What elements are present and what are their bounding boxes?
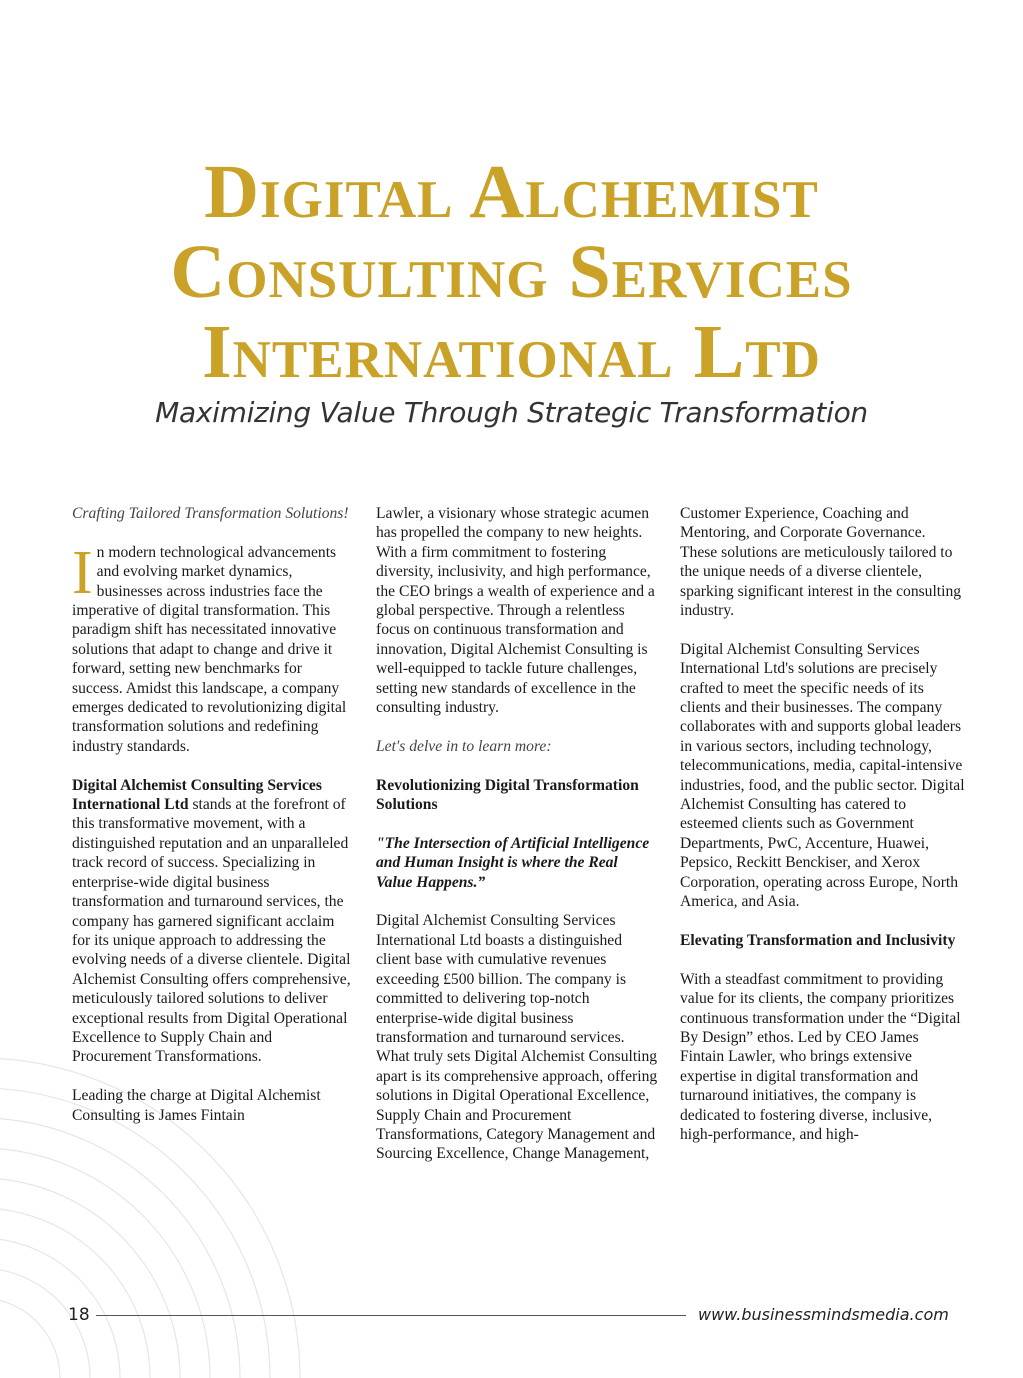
article-title: [0, 152, 1023, 392]
company-paragraph: [72, 776, 352, 1067]
kicker: Crafting Tailored Transformation Solutions!: [72, 505, 349, 522]
title-line-1: Digital Alchemist: [204, 150, 819, 234]
page-number: 18: [68, 1305, 90, 1325]
title-line-3: International Ltd: [202, 310, 821, 394]
intro-paragraph: [72, 538, 352, 756]
title-line-2: Consulting Services: [170, 230, 853, 314]
column-3: [680, 504, 965, 1164]
sectors-paragraph: Digital Alchemist Consulting Services International Ltd's solutions are precisely crafted to meet the specific needs of its clients and their businesses. The company collaborates with and supports global leaders in various sectors, including technology, telecommunications, media, capital-intensive industries, food, and the public sector. Digital Alchemist Consulting has catered to esteemed clients such as Government Departments, PwC, Accenture, Huawei, Pepsico, Reckitt Benckiser, and Xerox Corporation, operating across Europe, North America, and Asia.: [680, 640, 965, 911]
company-name: Digital Alchemist Consulting Services International Ltd: [72, 776, 322, 814]
drop-cap: I: [72, 538, 93, 607]
commitment-paragraph: With a steadfast commitment to providing value for its clients, the company prioritizes continuous transformation under the “Digital By Design” ethos. Led by CEO James Fintain Lawler, who brings extensive expertise in digital transformation and turnaround initiatives, the company is dedicated to fostering diverse, inclusive, high-performance, and high-: [680, 970, 961, 1143]
column-1: [72, 504, 352, 1144]
section-heading-1: Revolutionizing Digital Transformation Solutions: [376, 776, 639, 814]
solutions-paragraph: Customer Experience, Coaching and Mentoring, and Corporate Governance. These solutions are meticulously tailored to the unique needs of a diverse clientele, sparking significant interest in the consulting industry.: [680, 505, 962, 620]
ceo-paragraph: Lawler, a visionary whose strategic acumen has propelled the company to new heights. With a firm commitment to fostering diversity, inclusivity, and high performance, the CEO brings a wealth of experience and a global perspective. Through a relentless focus on continuous transformation and innovation, Digital Alchemist Consulting is well-equipped to tackle future challenges, setting new standards of excellence in the consulting industry.: [376, 505, 655, 717]
article-subtitle: Maximizing Value Through Strategic Transformation: [155, 396, 868, 429]
client-paragraph: Digital Alchemist Consulting Services International Ltd boasts a distinguished client base with cumulative revenues exceeding £500 billion. The company is committed to delivering top-notch enterprise-wide digital business transformation and turnaround services. What truly sets Digital Alchemist Consulting apart is its comprehensive approach, offering solutions in Digital Operational Excellence, Supply Chain and Procurement Transformations, Category Management and Sourcing Excellence, Change Management,: [376, 912, 658, 1163]
column-2: [376, 504, 658, 1183]
section-heading-2: Elevating Transformation and Inclusivity: [680, 931, 956, 949]
intro-text: n modern technological advancements and evolving market dynamics, businesses across industries face the imperative of digital transformation. This paradigm shift has necessitated innovative solutions that adapt to change and drive it forward, setting new benchmarks for success. Amidst this landscape, a company emerges dedicated to revolutionizing digital transformation solutions and redefining industry standards.: [72, 543, 347, 755]
footer-url-link[interactable]: www.businessmindsmedia.com: [698, 1305, 949, 1324]
footer-divider: [96, 1315, 686, 1316]
company-paragraph-text: stands at the forefront of this transformative movement, with a distinguished reputation and an unparalleled track record of success. Specializing in enterprise-wide digital business transformation and turnaround services, the company has garnered significant acclaim for its unique approach to addressing the evolving needs of a diverse clientele. Digital Alchemist Consulting offers comprehensive, meticulously tailored solutions to deliver exceptional results from Digital Operational Excellence to Supply Chain and Procurement Transformations.: [72, 796, 351, 1066]
leading-paragraph: Leading the charge at Digital Alchemist Consulting is James Fintain: [72, 1087, 321, 1124]
lead-in: Let's delve in to learn more:: [376, 737, 552, 755]
pull-quote: "The Intersection of Artificial Intelligence and Human Insight is where the Real Value Happens.”: [376, 834, 650, 891]
